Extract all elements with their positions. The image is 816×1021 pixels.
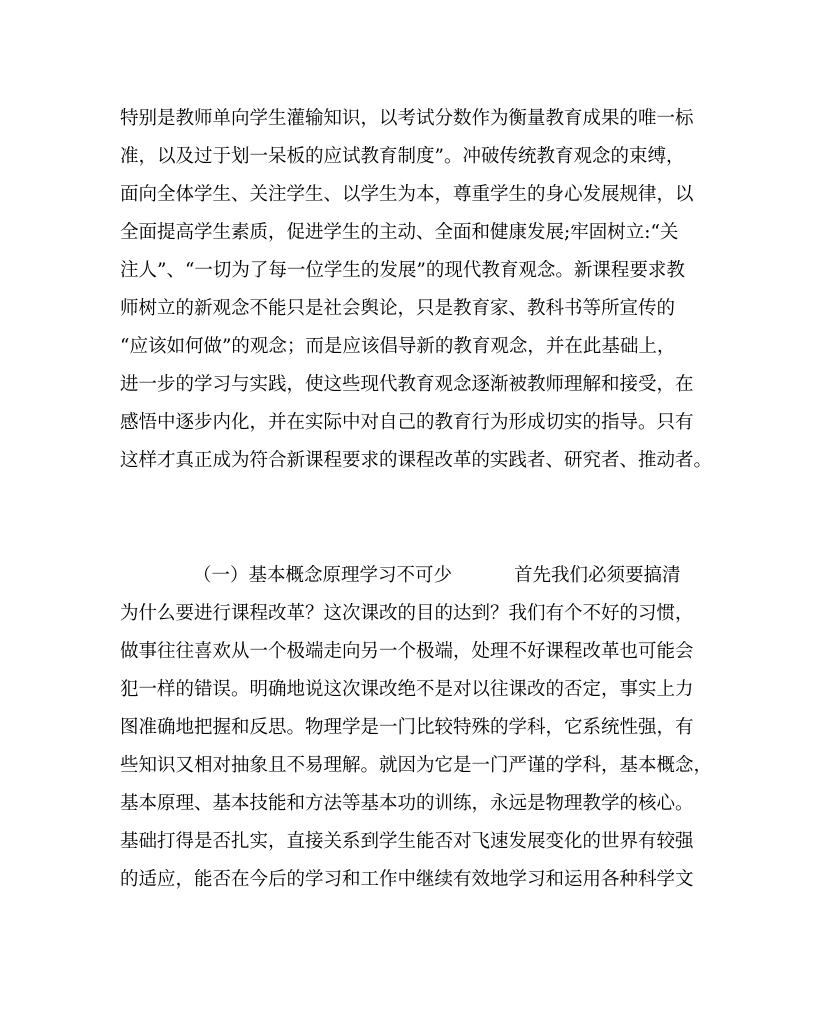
text-line: 准，以及过于划一呆板的应试教育制度”。冲破传统教育观念的束缚， xyxy=(120,146,685,167)
text-line: 感悟中逐步内化，并在实际中对自己的教育行为形成切实的指导。只有 xyxy=(120,412,694,433)
text-line: “应该如何做”的观念；而是应该倡导新的教育观念，并在此基础上， xyxy=(120,336,676,357)
text-line: 做事往往喜欢从一个极端走向另一个极端，处理不好课程改革也可能会 xyxy=(120,641,694,662)
paragraph-1-line-1 xyxy=(0,104,816,134)
text-line: 为什么要进行课程改革？这次课改的目的达到？我们有个不好的习惯， xyxy=(120,603,694,624)
section-heading-line xyxy=(0,561,816,591)
text-line: 基本原理、基本技能和方法等基本功的训练，永远是物理教学的核心。 xyxy=(120,793,694,814)
paragraph-2-line-3 xyxy=(0,675,816,705)
paragraph-2-line-6 xyxy=(0,789,816,819)
paragraph-1-line-8 xyxy=(0,370,816,400)
text-line: 全面提高学生素质，促进学生的主动、全面和健康发展;牢固树立:“关 xyxy=(120,222,679,243)
section-lead-text: 首先我们必须要搞清 xyxy=(514,565,681,586)
text-line: 特别是教师单向学生灌输知识，以考试分数作为衡量教育成果的唯一标 xyxy=(120,108,694,129)
paragraph-2-line-5 xyxy=(0,751,816,781)
paragraph-2-line-7 xyxy=(0,827,816,857)
paragraph-1-line-4 xyxy=(0,218,816,248)
text-line: 图准确地把握和反思。物理学是一门比较特殊的学科，它系统性强，有 xyxy=(120,717,694,738)
paragraph-2-line-1 xyxy=(0,599,816,629)
paragraph-1-line-3 xyxy=(0,180,816,210)
section-heading: （一）基本概念原理学习不可少 xyxy=(193,565,453,586)
paragraph-1-line-10 xyxy=(0,446,816,476)
text-line: 的适应，能否在今后的学习和工作中继续有效地学习和运用各种科学文 xyxy=(120,869,694,890)
paragraph-1-line-2 xyxy=(0,142,816,172)
paragraph-2-line-4 xyxy=(0,713,816,743)
text-line: 面向全体学生、关注学生、以学生为本，尊重学生的身心发展规律，以 xyxy=(120,184,694,205)
paragraph-2-line-8 xyxy=(0,865,816,895)
text-line: 犯一样的错误。明确地说这次课改绝不是对以往课改的否定，事实上力 xyxy=(120,679,694,700)
text-line: 注人”、“一切为了每一位学生的发展”的现代教育观念。新课程要求教 xyxy=(120,260,685,281)
text-line: 些知识又相对抽象且不易理解。就因为它是一门严谨的学科，基本概念， xyxy=(120,755,713,776)
paragraph-1-line-7 xyxy=(0,332,816,362)
paragraph-1-line-9 xyxy=(0,408,816,438)
text-line: 进一步的学习与实践，使这些现代教育观念逐渐被教师理解和接受，在 xyxy=(120,374,694,395)
text-line: 基础打得是否扎实，直接关系到学生能否对飞速发展变化的世界有较强 xyxy=(120,831,694,852)
text-line: 师树立的新观念不能只是社会舆论，只是教育家、教科书等所宣传的 xyxy=(120,298,676,319)
paragraph-1-line-6 xyxy=(0,294,816,324)
paragraph-2-line-2 xyxy=(0,637,816,667)
text-line: 这样才真正成为符合新课程要求的课程改革的实践者、研究者、推动者。 xyxy=(120,450,713,471)
paragraph-1-line-5 xyxy=(0,256,816,286)
